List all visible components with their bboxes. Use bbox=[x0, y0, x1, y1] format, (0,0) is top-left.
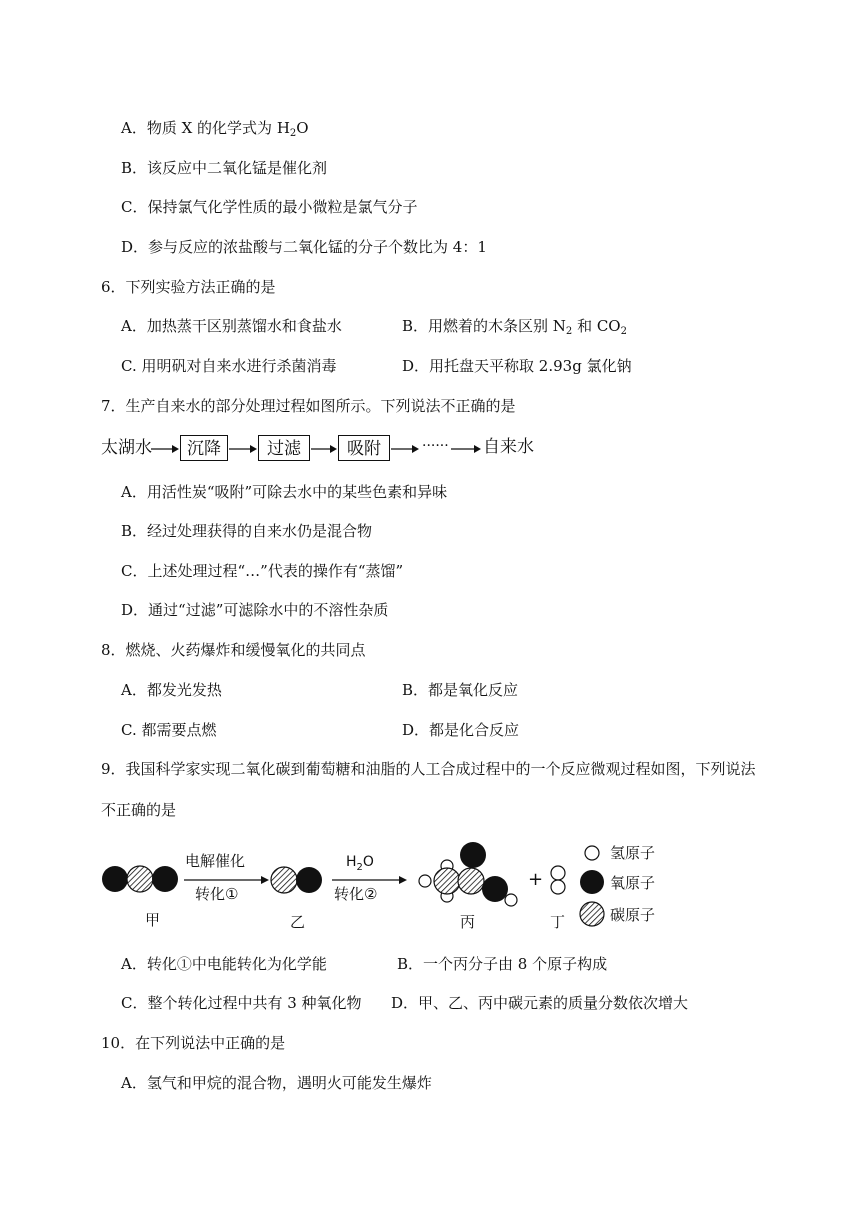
q6-option-d: D．用托盘天平称取 2.93g 氯化钠 bbox=[402, 357, 632, 375]
q7-option-c: C．上述处理过程“…”代表的操作有“蒸馏” bbox=[121, 562, 404, 580]
q7-option-d: D．通过“过滤”可滤除水中的不溶性杂质 bbox=[121, 601, 389, 619]
flow-arrow-icon bbox=[450, 440, 482, 458]
q7-option-b: B．经过处理获得的自来水仍是混合物 bbox=[121, 522, 373, 540]
oxygen-legend-icon bbox=[580, 870, 604, 894]
flow-step-filtering: 过滤 bbox=[258, 435, 310, 461]
q8-option-b: B．都是氧化反应 bbox=[402, 681, 519, 699]
flow-dots: ······ bbox=[422, 438, 449, 454]
q8-option-c: C. 都需要点燃 bbox=[121, 721, 217, 739]
q9-stem-line2: 不正确的是 bbox=[101, 801, 177, 819]
plus-sign: + bbox=[528, 869, 544, 890]
molecule-yi bbox=[271, 867, 322, 893]
atom-legend bbox=[580, 844, 655, 926]
q5-option-a bbox=[121, 118, 309, 138]
carbon-atom-icon bbox=[434, 868, 460, 894]
label-yi: 乙 bbox=[290, 913, 306, 931]
flow-start: 太湖水 bbox=[101, 438, 152, 458]
molecule-bing bbox=[419, 842, 517, 906]
flow-arrow-icon bbox=[228, 440, 258, 458]
q10-stem: 10．在下列说法中正确的是 bbox=[101, 1034, 286, 1052]
q9-option-c: C．整个转化过程中共有 3 种氧化物 bbox=[121, 994, 362, 1012]
q6-option-b-mid: 和 CO bbox=[572, 317, 621, 335]
q6-option-c: C. 用明矾对自来水进行杀菌消毒 bbox=[121, 357, 337, 375]
q8-option-a: A．都发光发热 bbox=[121, 681, 222, 699]
q6-stem: 6．下列实验方法正确的是 bbox=[101, 278, 276, 296]
molecule-ding bbox=[551, 866, 565, 894]
hydrogen-atom-icon bbox=[505, 894, 517, 906]
oxygen-atom-icon bbox=[102, 866, 128, 892]
arrow1-top-label: 电解催化 bbox=[185, 852, 246, 870]
conversion-arrow-1 bbox=[184, 852, 269, 903]
flow-arrow-icon bbox=[310, 440, 338, 458]
hydrogen-atom-icon bbox=[551, 880, 565, 894]
q5-option-a-tail: O bbox=[296, 119, 309, 137]
q5-option-a-text: A．物质 X 的化学式为 H bbox=[121, 119, 290, 137]
q10-option-a: A．氢气和甲烷的混合物，遇明火可能发生爆炸 bbox=[121, 1074, 432, 1092]
q8-stem: 8．燃烧、火药爆炸和缓慢氧化的共同点 bbox=[101, 641, 366, 659]
oxygen-atom-icon bbox=[152, 866, 178, 892]
conversion-arrow-2 bbox=[332, 854, 407, 903]
q9-option-d: D．甲、乙、丙中碳元素的质量分数依次增大 bbox=[391, 994, 689, 1012]
label-ding: 丁 bbox=[550, 913, 566, 931]
arrow1-bottom-label: 转化① bbox=[195, 885, 239, 903]
flow-step-settling: 沉降 bbox=[180, 435, 228, 461]
oxygen-atom-icon bbox=[482, 876, 508, 902]
flow-step-adsorption: 吸附 bbox=[338, 435, 390, 461]
arrow2-bottom-label: 转化② bbox=[334, 885, 378, 903]
legend-oxygen: 氧原子 bbox=[610, 874, 656, 892]
oxygen-atom-icon bbox=[460, 842, 486, 868]
flow-arrow-icon bbox=[150, 440, 180, 458]
hydrogen-atom-icon bbox=[419, 875, 431, 887]
molecule-jia bbox=[102, 866, 178, 892]
q8-option-d: D．都是化合反应 bbox=[402, 721, 520, 739]
q9-option-b: B．一个丙分子由 8 个原子构成 bbox=[397, 955, 608, 973]
q9-molecule-diagram bbox=[95, 836, 715, 940]
q9-stem-line1: 9．我国科学家实现二氧化碳到葡萄糖和油脂的人工合成过程中的一个反应微观过程如图，下列说法 bbox=[101, 760, 756, 778]
legend-hydrogen: 氢原子 bbox=[610, 844, 656, 862]
q5-option-b: B．该反应中二氧化锰是催化剂 bbox=[121, 159, 328, 177]
q6-option-a: A．加热蒸干区别蒸馏水和食盐水 bbox=[121, 317, 342, 335]
q6-option-b-text: B．用燃着的木条区别 N bbox=[402, 317, 566, 335]
label-bing: 丙 bbox=[460, 913, 476, 931]
q5-option-a-sub: 2 bbox=[289, 128, 297, 139]
hydrogen-legend-icon bbox=[585, 846, 599, 860]
carbon-atom-icon bbox=[458, 868, 484, 894]
hydrogen-atom-icon bbox=[551, 866, 565, 880]
q5-option-d: D．参与反应的浓盐酸与二氧化锰的分子个数比为 4：1 bbox=[121, 238, 487, 256]
q5-option-c: C．保持氯气化学性质的最小微粒是氯气分子 bbox=[121, 198, 418, 216]
carbon-atom-icon bbox=[271, 867, 297, 893]
carbon-legend-icon bbox=[580, 902, 604, 926]
carbon-atom-icon bbox=[127, 866, 153, 892]
q7-stem: 7．生产自来水的部分处理过程如图所示。下列说法不正确的是 bbox=[101, 397, 516, 415]
q9-option-a: A．转化①中电能转化为化学能 bbox=[121, 955, 327, 973]
arrow2-top-label: $H_2O$ bbox=[346, 854, 374, 873]
label-jia: 甲 bbox=[145, 911, 161, 929]
oxygen-atom-icon bbox=[296, 867, 322, 893]
q6-option-b-sub2: 2 bbox=[620, 326, 627, 337]
legend-carbon: 碳原子 bbox=[610, 906, 656, 924]
q6-option-b bbox=[402, 316, 627, 336]
q7-option-a: A．用活性炭“吸附”可除去水中的某些色素和异味 bbox=[121, 483, 448, 501]
q6-option-b-sub1: 2 bbox=[565, 326, 573, 337]
flow-end: 自来水 bbox=[483, 437, 534, 457]
flow-arrow-icon bbox=[390, 440, 420, 458]
